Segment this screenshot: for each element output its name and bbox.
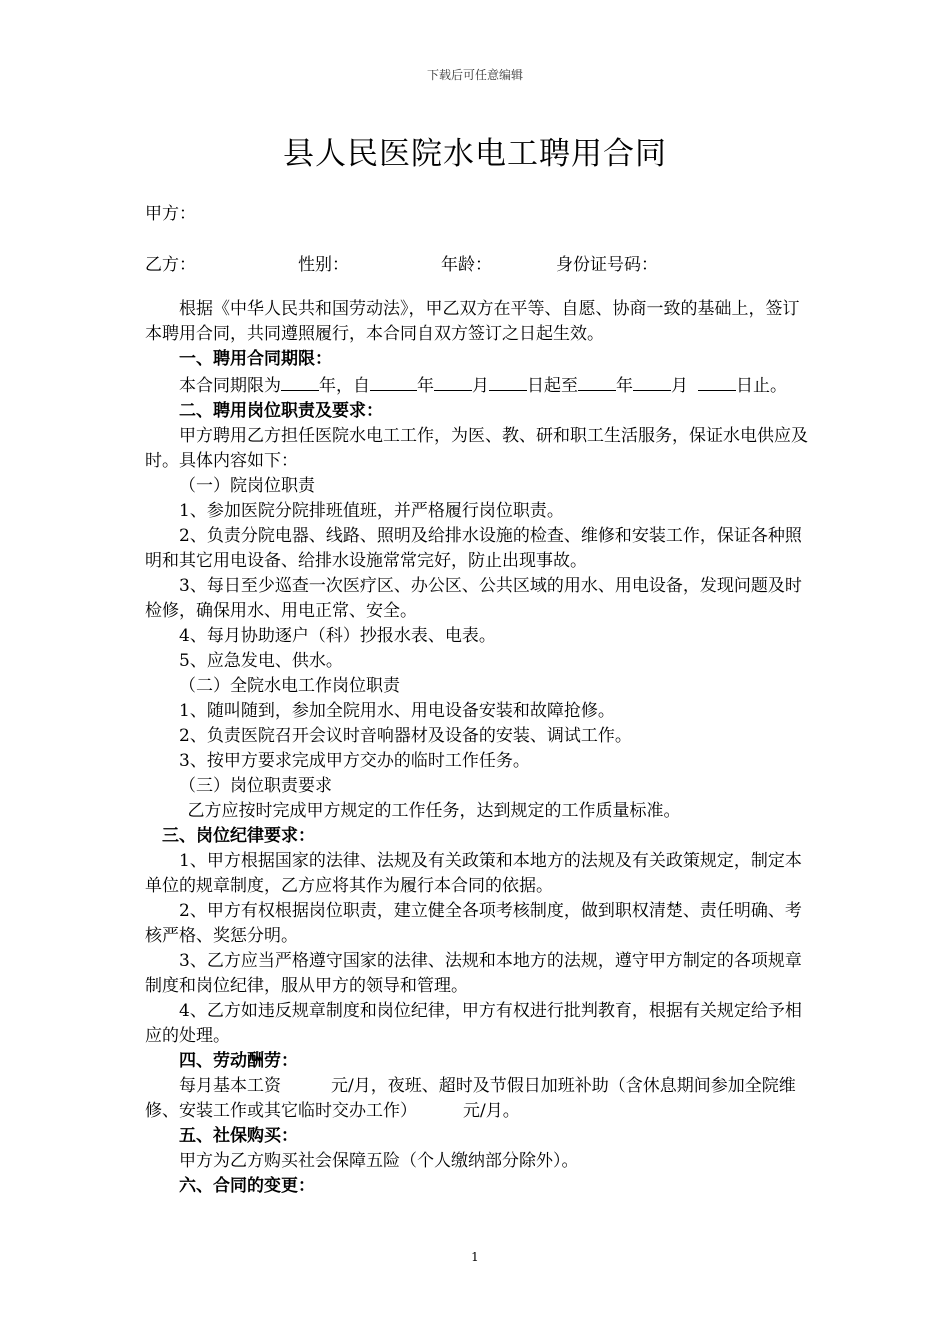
section4-heading: 四、劳动酬劳：	[179, 1051, 298, 1071]
social-insurance-text: 甲方为乙方购买社会保障五险（个人缴纳部分除外）。	[179, 1151, 579, 1171]
term-years-blank[interactable]	[281, 372, 319, 391]
contract-body	[145, 297, 809, 1199]
start-year-blank[interactable]	[370, 372, 417, 391]
sub1-item: 5、应急发电、供水。	[179, 651, 343, 671]
section6-heading: 六、合同的变更：	[179, 1176, 315, 1196]
sub2-item: 2、负责医院召开会议时音响器材及设备的安装、调试工作。	[179, 726, 632, 746]
sub1-item: 1、参加医院分院排班值班，并严格履行岗位职责。	[179, 501, 564, 521]
sub1-title: （一）院岗位职责	[179, 476, 315, 496]
section5-heading: 五、社保购买：	[179, 1126, 298, 1146]
document-title: 县人民医院水电工聘用合同	[283, 136, 667, 172]
end-day-blank[interactable]	[698, 372, 736, 391]
start-month-blank[interactable]	[434, 372, 472, 391]
preamble: 根据《中华人民共和国劳动法》，甲乙双方在平等、自愿、协商一致的基础上，签订本聘用合同，共同遵照履行，本合同自双方签订之日起生效。	[145, 299, 800, 344]
sub2-item: 3、按甲方要求完成甲方交办的临时工作任务。	[179, 751, 530, 771]
gender-label: 性别：	[298, 255, 349, 275]
page-header-note: 下载后可任意编辑	[426, 68, 523, 82]
party-b-label: 乙方：	[145, 255, 196, 275]
section2-heading: 二、聘用岗位职责及要求：	[179, 401, 383, 421]
contract-term-clause: 本合同期限为 年，自 年 月 日起至 年 月 日止。	[145, 372, 809, 399]
discipline-item: 2、甲方有权根据岗位职责，建立健全各项考核制度，做到职权清楚、责任明确、考核严格、奖惩分明。	[145, 901, 802, 946]
section2-intro: 甲方聘用乙方担任医院水电工工作，为医、教、研和职工生活服务，保证水电供应及时。具体内容如下：	[145, 426, 808, 471]
section1-heading: 一、聘用合同期限：	[179, 349, 332, 369]
discipline-item: 3、乙方应当严格遵守国家的法律、法规和本地方的法规，遵守甲方制定的各项规章制度和岗位纪律，服从甲方的领导和管理。	[145, 951, 802, 996]
sub3-title: （三）岗位职责要求	[179, 776, 332, 796]
age-label: 年龄：	[441, 255, 492, 275]
start-day-blank[interactable]	[489, 372, 527, 391]
salary-clause: 每月基本工资 元/月，夜班、超时及节假日加班补助（含休息期间参加全院维修、安装工作或其它临时交办工作） 元/月。	[145, 1076, 796, 1121]
sub1-item: 3、每日至少巡查一次医疗区、办公区、公共区域的用水、用电设备，发现问题及时检修，确保用水、用电正常、安全。	[145, 576, 802, 621]
section3-heading: 三、岗位纪律要求：	[162, 826, 315, 846]
discipline-item: 1、甲方根据国家的法律、法规及有关政策和本地方的法规及有关政策规定，制定本单位的规章制度，乙方应将其作为履行本合同的依据。	[145, 851, 802, 896]
sub2-title: （二）全院水电工作岗位职责	[179, 676, 400, 696]
sub1-item: 4、每月协助逐户（科）抄报水表、电表。	[179, 626, 496, 646]
page-number: 1	[471, 1250, 479, 1264]
party-a-label: 甲方：	[145, 204, 196, 224]
sub3-text: 乙方应按时完成甲方规定的工作任务，达到规定的工作质量标准。	[187, 801, 681, 821]
end-month-blank[interactable]	[633, 372, 671, 391]
party-b-row	[145, 250, 845, 276]
id-number-label: 身份证号码：	[556, 255, 658, 275]
sub2-item: 1、随叫随到，参加全院用水、用电设备安装和故障抢修。	[179, 701, 615, 721]
sub1-item: 2、负责分院电器、线路、照明及给排水设施的检查、维修和安装工作，保证各种照明和其它用电设备、给排水设施常常完好，防止出现事故。	[145, 526, 802, 571]
discipline-item: 4、乙方如违反规章制度和岗位纪律，甲方有权进行批判教育，根据有关规定给予相应的处理。	[145, 1001, 802, 1046]
end-year-blank[interactable]	[578, 372, 616, 391]
